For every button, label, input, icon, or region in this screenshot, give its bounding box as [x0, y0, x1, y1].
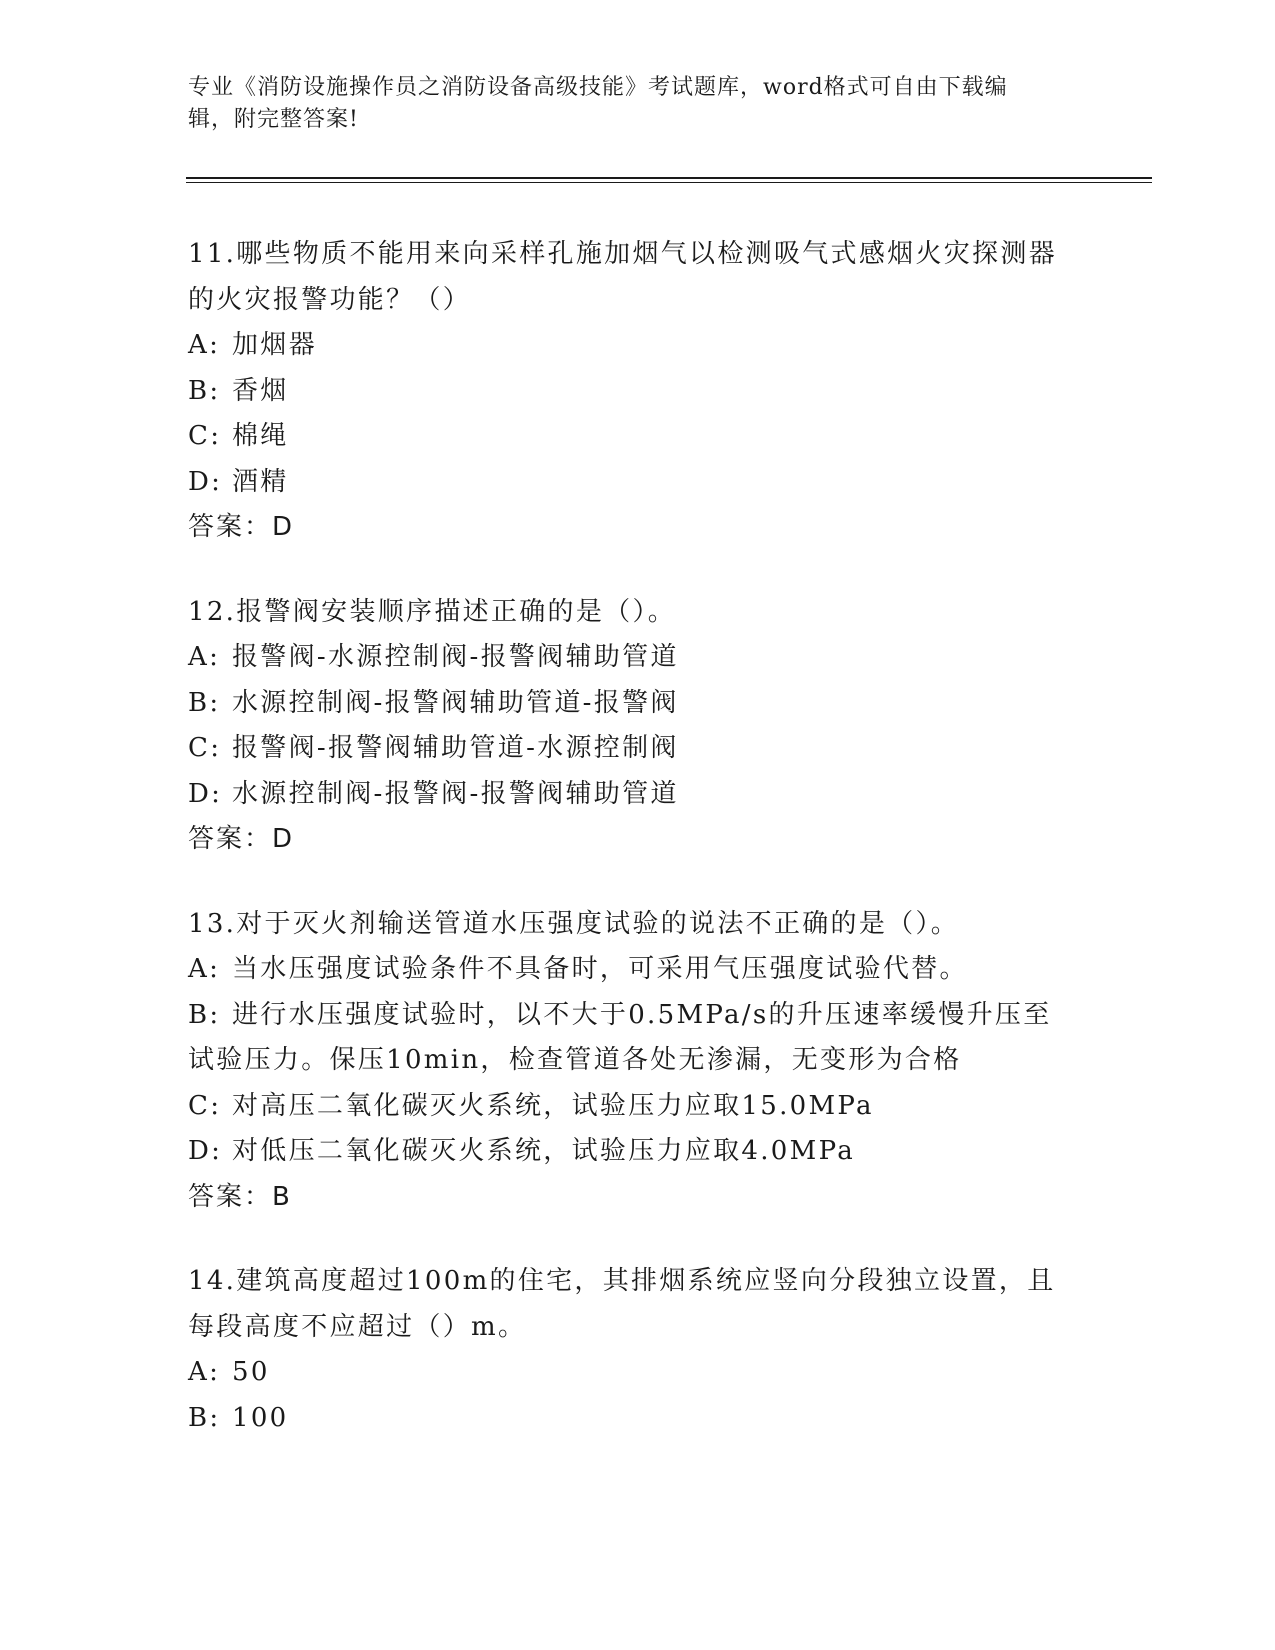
option-text: 当水压强度试验条件不具备时，可采用气压强度试验代替。: [232, 954, 968, 984]
option-text: 100: [232, 1402, 289, 1433]
option-text: 香烟: [232, 375, 289, 406]
option-label: B:: [188, 375, 221, 406]
option-b: [188, 993, 1088, 1039]
option-b: [188, 1396, 1088, 1442]
option-label: A:: [188, 330, 221, 360]
question-stem-line: 12.报警阀安装顺序描述正确的是（）。: [188, 596, 677, 627]
option-text: 水源控制阀-报警阀-报警阀辅助管道: [232, 778, 679, 809]
question-stem-line: 每段高度不应超过（）m。: [188, 1311, 527, 1342]
option-label: A:: [188, 954, 221, 984]
option-label: C:: [188, 421, 222, 451]
answer-line: 答案：D: [188, 512, 295, 542]
question-stem-line: 的火灾报警功能？（）: [188, 284, 472, 315]
option-label: D:: [188, 466, 223, 497]
option-label: D:: [188, 778, 223, 809]
option-label: B:: [188, 1402, 221, 1433]
header-divider-thin: [186, 182, 1152, 183]
option-d: [188, 1129, 1088, 1175]
question-11: [188, 232, 1088, 551]
option-a: [188, 1350, 1088, 1396]
option-label: A:: [188, 642, 221, 672]
option-label: A:: [188, 1357, 221, 1387]
option-c: [188, 1084, 1088, 1130]
option-label: C:: [188, 1090, 222, 1121]
document-header: [188, 72, 1088, 136]
question-stem-line: 13.对于灭火剂输送管道水压强度试验的说法不正确的是（）。: [188, 908, 960, 939]
option-d: [188, 772, 1088, 818]
header-divider-thick: [186, 177, 1152, 179]
option-a: [188, 635, 1088, 681]
option-text: 进行水压强度试验时，以不大于0.5MPa/s的升压速率缓慢升压至: [232, 999, 1052, 1030]
question-stem-line: 14.建筑高度超过100m的住宅，其排烟系统应竖向分段独立设置，且: [188, 1266, 1056, 1296]
option-b: [188, 681, 1088, 727]
question-stem-line: 11.哪些物质不能用来向采样孔施加烟气以检测吸气式感烟火灾探测器: [188, 239, 1057, 269]
option-text: 50: [232, 1357, 270, 1387]
option-label: B:: [188, 687, 221, 718]
option-label: C:: [188, 733, 222, 763]
option-text: 报警阀-水源控制阀-报警阀辅助管道: [232, 642, 679, 672]
option-c: [188, 726, 1088, 772]
header-line-1: 专业《消防设施操作员之消防设备高级技能》考试题库，word格式可自由下载编: [188, 75, 1008, 100]
option-text: 报警阀-报警阀辅助管道-水源控制阀: [232, 733, 679, 763]
option-b: [188, 369, 1088, 415]
option-b-continuation: 试验压力。保压10min，检查管道各处无渗漏，无变形为合格: [188, 1045, 962, 1075]
question-13: [188, 902, 1088, 1221]
question-14: [188, 1259, 1088, 1441]
option-label: D:: [188, 1136, 223, 1166]
option-text: 水源控制阀-报警阀辅助管道-报警阀: [232, 687, 679, 718]
question-12: [188, 590, 1088, 863]
option-a: [188, 323, 1088, 369]
header-line-2: 辑，附完整答案!: [188, 107, 359, 132]
option-label: B:: [188, 999, 221, 1030]
option-text: 对高压二氧化碳灭火系统，试验压力应取15.0MPa: [232, 1090, 874, 1121]
option-c: [188, 414, 1088, 460]
question-list: [188, 232, 1088, 1480]
option-text: 加烟器: [232, 330, 317, 360]
answer-line: 答案：D: [188, 824, 295, 854]
option-d: [188, 460, 1088, 506]
answer-line: 答案：B: [188, 1181, 292, 1212]
option-text: 酒精: [232, 466, 289, 497]
option-a: [188, 947, 1088, 993]
option-text: 对低压二氧化碳灭火系统，试验压力应取4.0MPa: [232, 1136, 855, 1166]
option-text: 棉绳: [232, 421, 289, 451]
